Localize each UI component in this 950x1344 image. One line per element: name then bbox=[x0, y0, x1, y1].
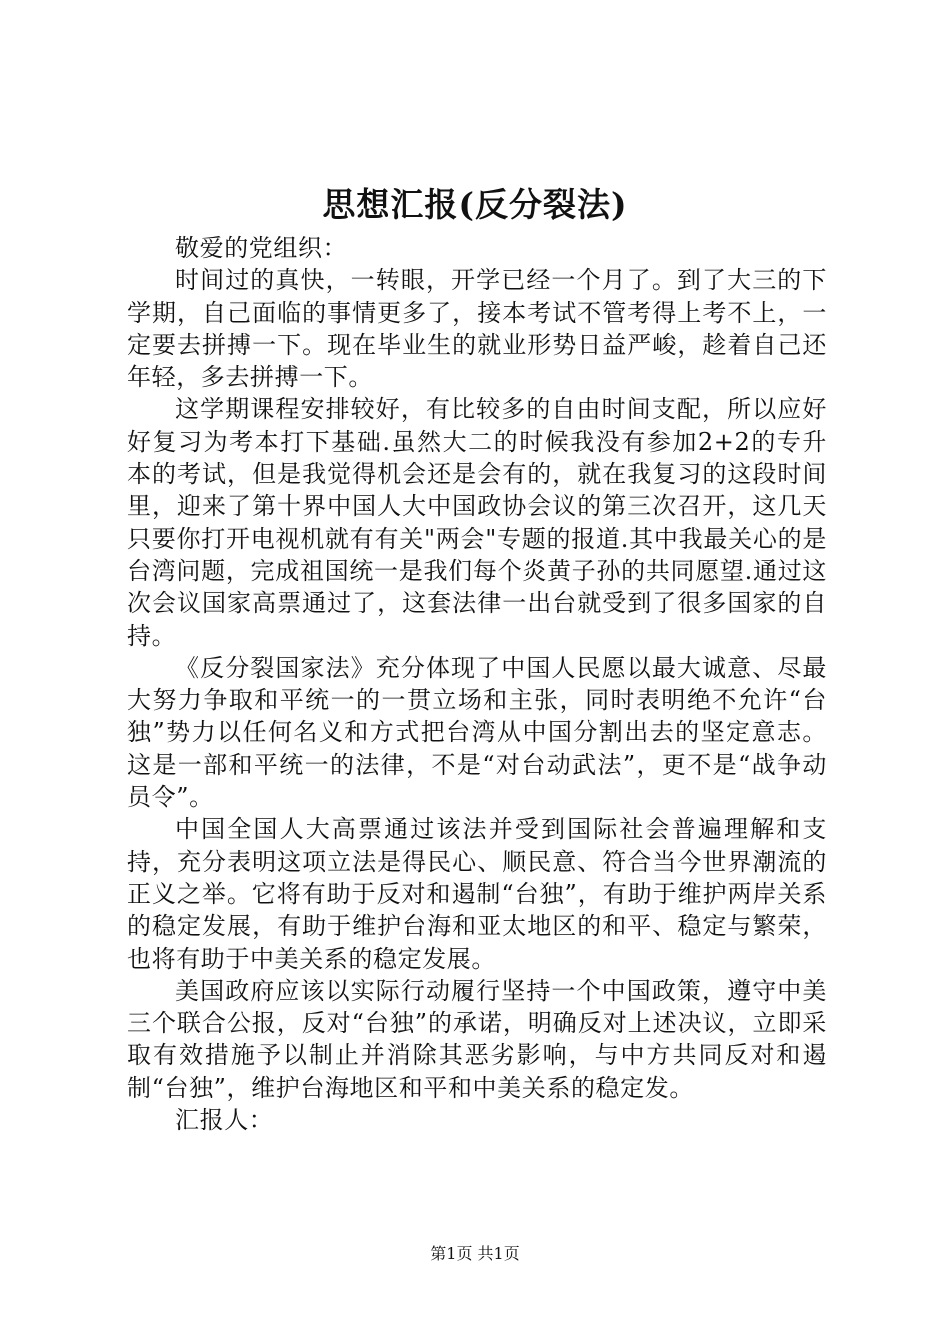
document-body bbox=[127, 232, 827, 1136]
document-title: 思想汇报(反分裂法) bbox=[322, 185, 628, 224]
paragraph-5: 美国政府应该以实际行动履行坚持一个中国政策，遵守中美三个联合公报，反对“台独”的承诺，明确反对上述决议，立即采取有效措施予以制止并消除其恶劣影响，与中方共同反对和遏制“台独”，维护台海地区和平和中美关系的稳定发。 bbox=[127, 976, 827, 1102]
salutation: 敬爱的党组织： bbox=[175, 234, 348, 262]
paragraph-3: 《反分裂国家法》充分体现了中国人民愿以最大诚意、尽最大努力争取和平统一的一贯立场和主张，同时表明绝不允许“台独”势力以任何名义和方式把台湾从中国分割出去的坚定意志。这是一部和平统一的法律，不是“对台动武法”，更不是“战争动员令”。 bbox=[127, 653, 827, 812]
paragraph-2: 这学期课程安排较好，有比较多的自由时间支配，所以应好好复习为考本打下基础.虽然大二的时候我没有参加2+2的专升本的考试，但是我觉得机会还是会有的，就在我复习的这段时间里，迎来了第十界中国人大中国政协会议的第三次召开，这几天只要你打开电视机就有有关"两会"专题的报道.其中我最关心的是台湾问题，完成祖国统一是我们每个炎黄子孙的共同愿望.通过这次会议国家高票通过了，这套法律一出台就受到了很多国家的自持。 bbox=[127, 395, 827, 650]
paragraph-4: 中国全国人大高票通过该法并受到国际社会普遍理解和支持，充分表明这项立法是得民心、顺民意、符合当今世界潮流的正义之举。它将有助于反对和遏制“台独”，有助于维护两岸关系的稳定发展，有助于维护台海和亚太地区的和平、稳定与繁荣，也将有助于中美关系的稳定发展。 bbox=[127, 815, 827, 973]
paragraph-1: 时间过的真快，一转眼，开学已经一个月了。到了大三的下学期，自己面临的事情更多了，接本考试不管考得上考不上，一定要去拼搏一下。现在毕业生的就业形势日益严峻，趁着自己还年轻，多去拼搏一下。 bbox=[127, 266, 827, 392]
page-footer: 第1页 共1页 bbox=[430, 1244, 520, 1263]
signature-label: 汇报人： bbox=[175, 1106, 274, 1135]
